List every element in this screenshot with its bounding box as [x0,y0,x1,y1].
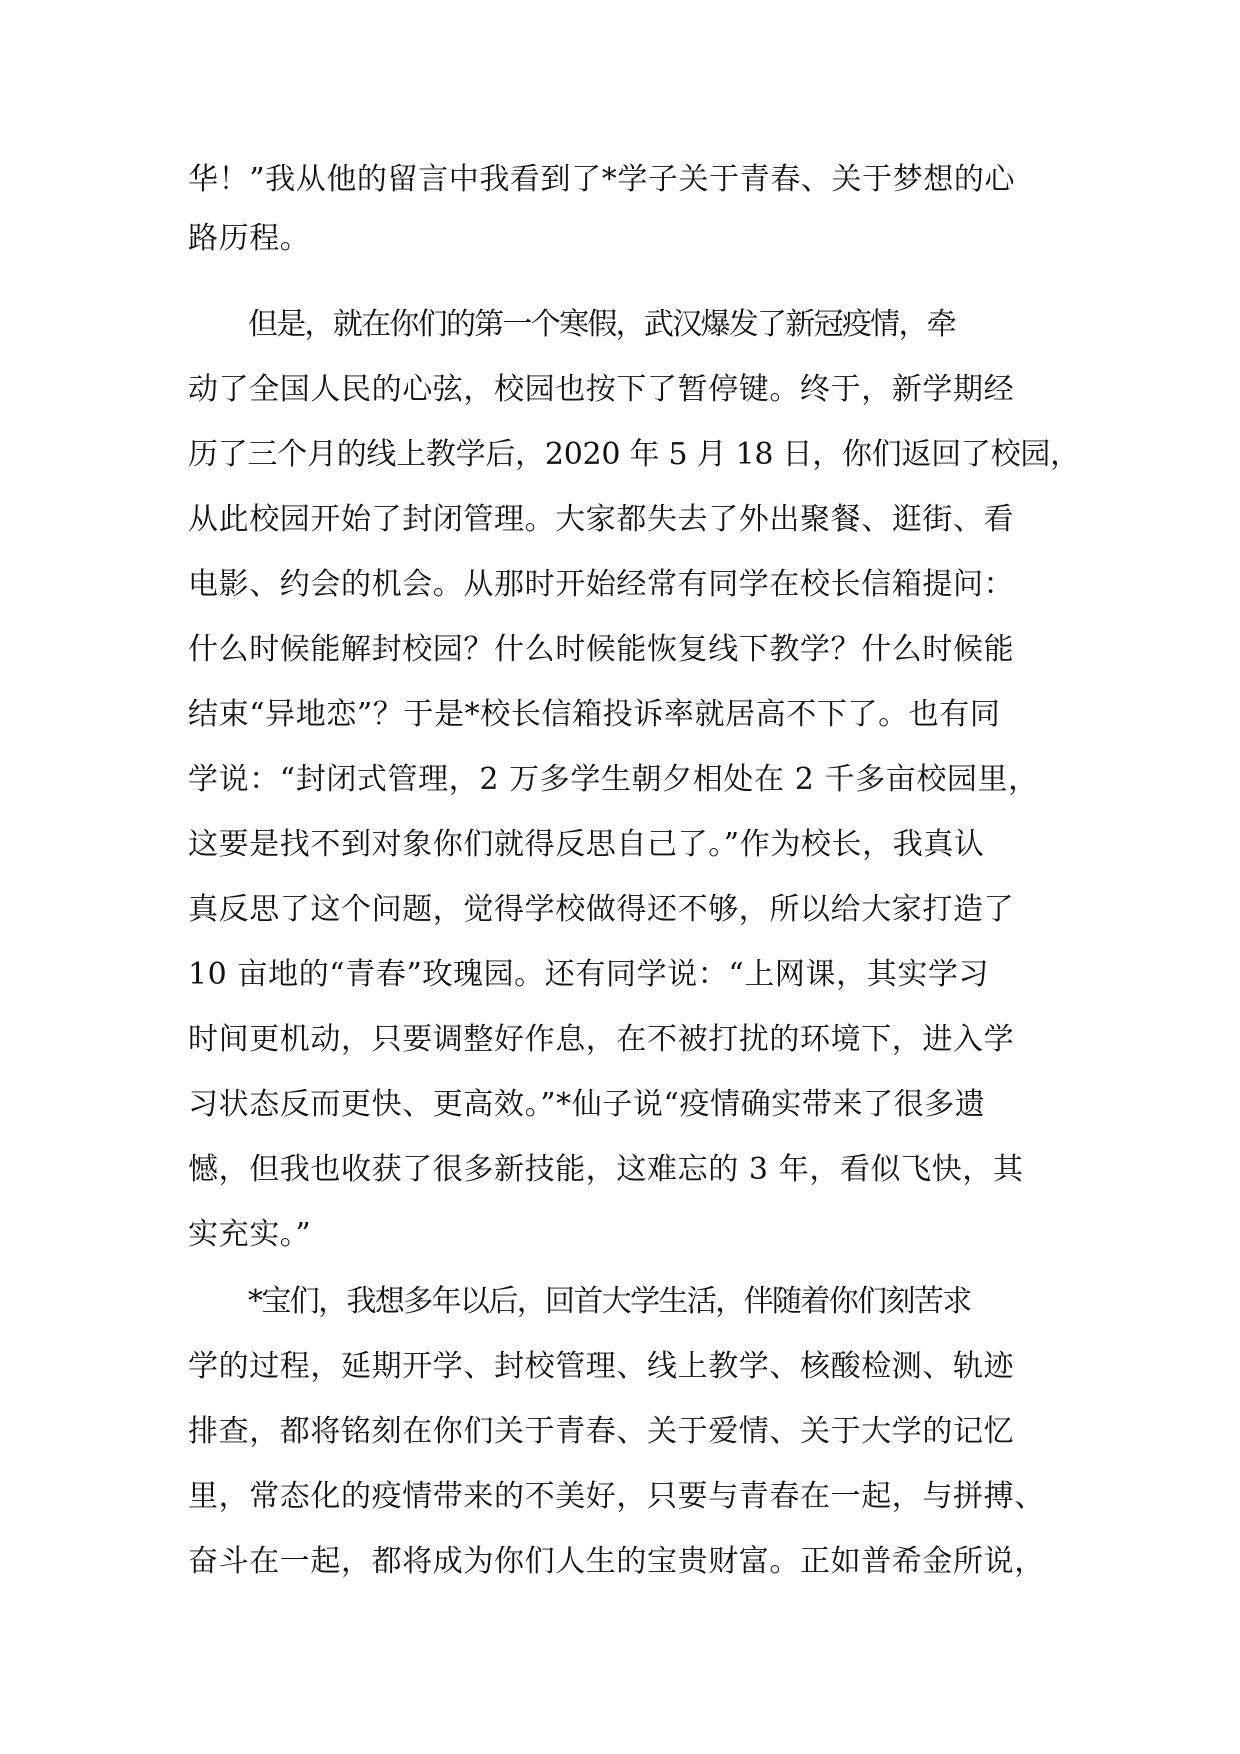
text-line: 路历程。 [188,221,311,256]
text-line: 憾，但我也收获了很多新技能，这难忘的 3 年，看似飞快，其 [188,1152,1024,1187]
text-line: 时间更机动，只要调整好作息，在不被打扰的环境下，进入学 [188,1022,1015,1057]
text-line: 学的过程，延期开学、封校管理、线上教学、核酸检测、轨迹 [188,1349,1015,1384]
text-line: 从此校园开始了封闭管理。大家都失去了外出聚餐、逛街、看 [188,502,1015,537]
text-line: 什么时候能解封校园？什么时候能恢复线下教学？什么时候能 [188,632,1015,667]
text-line: 结束“异地恋”？于是*校长信箱投诉率就居高不下了。也有同 [188,697,1001,732]
text-line: 学说：“封闭式管理，2 万多学生朝夕相处在 2 千多亩校园里， [188,762,1039,797]
text-line: 电影、约会的机会。从那时开始经常有同学在校长信箱提问： [188,567,1015,602]
text-line: 真反思了这个问题，觉得学校做得还不够，所以给大家打造了 [188,892,1015,927]
text-line: 这要是找不到对象你们就得反思自己了。”作为校长，我真认 [188,827,985,862]
text-line: 10 亩地的“青春”玫瑰园。还有同学说：“上网课，其实学习 [188,957,990,992]
text-line: 排查，都将铭刻在你们关于青春、关于爱情、关于大学的记忆 [188,1414,1015,1449]
text-line: 动了全国人民的心弦，校园也按下了暂停键。终于，新学期经 [188,372,1015,407]
text-line: 奋斗在一起，都将成为你们人生的宝贵财富。正如普希金所说， [188,1544,1045,1579]
paragraph-first-line: 但是，就在你们的第一个寒假，武汉爆发了新冠疫情，牵 [248,307,955,342]
text-line: 里，常态化的疫情带来的不美好，只要与青春在一起，与拼搏、 [188,1479,1045,1514]
text-line: 历了三个月的线上教学后，2020 年 5 月 18 日，你们返回了校园， [188,437,1080,472]
text-line: 华！”我从他的留言中我看到了*学子关于青春、关于梦想的心 [188,162,1016,197]
paragraph-first-line: *宝们，我想多年以后，回首大学生活，伴随着你们刻苦求 [248,1284,971,1319]
text-line: 实充实。” [188,1217,312,1252]
text-line: 习状态反而更快、更高效。”*仙子说“疫情确实带来了很多遗 [188,1087,986,1122]
